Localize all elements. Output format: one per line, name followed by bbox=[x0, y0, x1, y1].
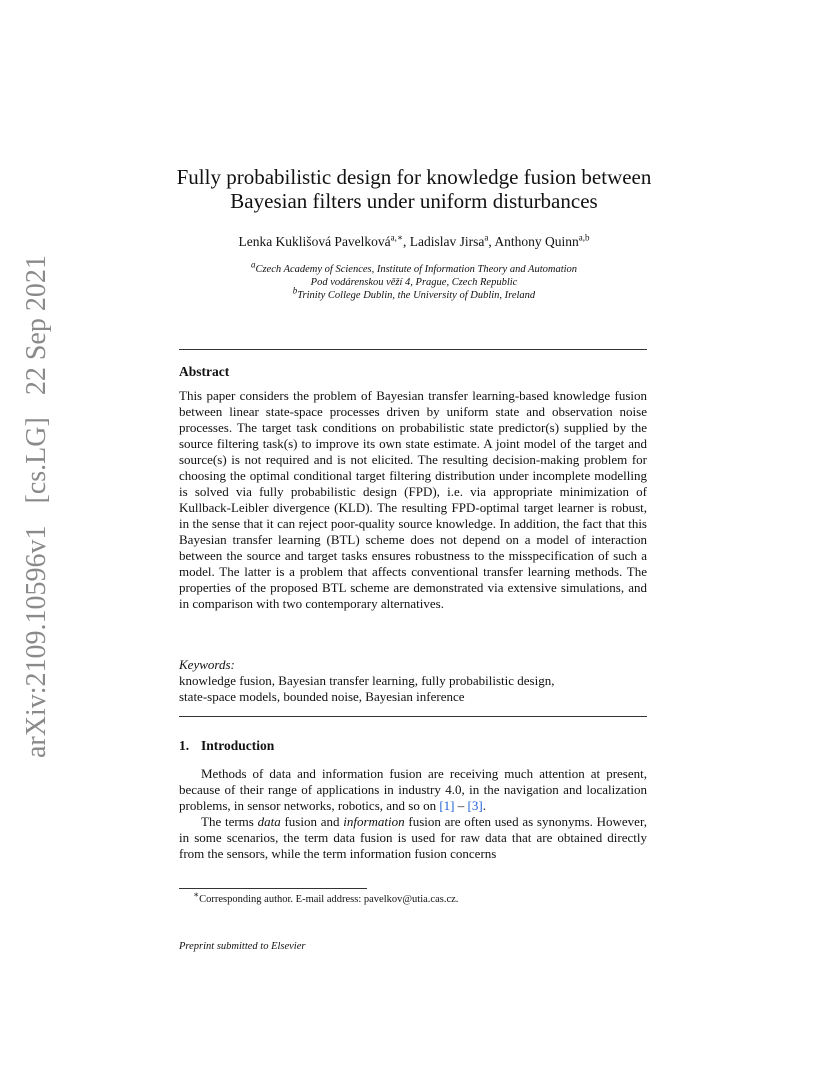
abstract-body: This paper considers the problem of Bayesian transfer learning-based knowledge fusion between linear state-space processes driven by uniform state and observation noise processes. The target task conditions on probabilistic state predictor(s) supplied by the source filtering task(s) to improve its own state estimate. A joint model of the target and source(s) is not required and is not elicited. The resulting decision-making problem for choosing the optimal conditional target filtering distribution under incomplete modelling is solved via fully probabilistic design (FPD), i.e. via appropriate minimization of Kullback-Leibler divergence (KLD). The resulting FPD-optimal target learner is robust, in the sense that it can reject poor-quality source knowledge. In addition, the fact that this Bayesian transfer learning (BTL) scheme does not depend on a model of interaction between the source and target tasks ensures robustness to the misspecification of such a model. The latter is a problem that affects conventional transfer learning methods. The properties of the proposed BTL scheme are demonstrated via extensive simulations, and in comparison with two contemporary alternatives. bbox=[179, 388, 647, 611]
author-list: Lenka Kuklišová Pavelková$^{a,∗}$, Ladislav Jirsa$^a$, Anthony Quinn$^{a,b}$ bbox=[238, 232, 590, 249]
paragraph-text: . bbox=[482, 798, 486, 813]
arxiv-category: [cs.LG] bbox=[21, 417, 52, 504]
keywords-label: Keywords: bbox=[179, 657, 235, 672]
keywords-line-2: state-space models, bounded noise, Bayesian inference bbox=[179, 689, 465, 704]
paragraph-text: The terms bbox=[201, 814, 258, 829]
paragraph-text: fusion are often used as synonyms. However, in some scenarios, the term data fusion is used for raw data that are obtained directly from the sensors, while the term information fusion concerns bbox=[179, 814, 647, 861]
citation-link[interactable]: [3] bbox=[467, 798, 483, 813]
author-name: Ladislav Jirsa bbox=[409, 234, 485, 249]
author-affiliation-marker: a bbox=[484, 232, 489, 243]
intro-paragraph-1 bbox=[179, 766, 647, 814]
citation-link[interactable]: [1] bbox=[439, 798, 455, 813]
paragraph-text: Methods of data and information fusion are receiving much attention at present, because of their range of applications in industry 4.0, in the navigation and localization problems, in sensor networks, robotics, and so on bbox=[179, 766, 647, 813]
author-name: Anthony Quinn bbox=[494, 234, 579, 249]
footnote-rule bbox=[179, 888, 367, 889]
paper-title bbox=[150, 165, 678, 213]
preprint-notice: Preprint submitted to Elsevier bbox=[179, 941, 306, 952]
affiliation-a-address: Pod vodárenskou věží 4, Prague, Czech Republic bbox=[310, 277, 518, 288]
footnote-marker: ∗ bbox=[193, 889, 200, 900]
paragraph-text: fusion and bbox=[280, 814, 344, 829]
affiliation-b bbox=[150, 285, 678, 302]
affiliations bbox=[150, 259, 678, 302]
section-title: Introduction bbox=[201, 738, 275, 753]
arxiv-date: 22 Sep 2021 bbox=[21, 255, 52, 396]
arxiv-identifier-sidebar bbox=[20, 255, 54, 758]
emphasis-text: data bbox=[257, 814, 281, 829]
abstract-heading: Abstract bbox=[179, 364, 230, 379]
author-affiliation-marker: a,b bbox=[578, 232, 590, 243]
author-name: Lenka Kuklišová Pavelková bbox=[238, 234, 391, 249]
footnote bbox=[179, 889, 647, 906]
affiliation-marker: b bbox=[292, 285, 298, 296]
section-number: 1. bbox=[179, 738, 190, 753]
keywords-list bbox=[179, 673, 647, 705]
author-affiliation-marker: a,∗ bbox=[390, 232, 404, 243]
section-heading-introduction bbox=[179, 738, 274, 754]
arxiv-id: arXiv:2109.10596v1 bbox=[21, 525, 52, 758]
footnote-text: Corresponding author. E-mail address: pavelkov@utia.cas.cz. bbox=[199, 894, 459, 905]
citation-range-dash: – bbox=[454, 798, 468, 813]
affiliation-text: Czech Academy of Sciences, Institute of Information Theory and Automation bbox=[255, 264, 578, 275]
abstract-bottom-rule bbox=[179, 716, 647, 717]
affiliation-a bbox=[150, 259, 678, 276]
introduction-body bbox=[179, 766, 647, 862]
title-line-1: Fully probabilistic design for knowledge fusion between bbox=[176, 165, 652, 189]
affiliation-marker: a bbox=[250, 259, 256, 270]
abstract-top-rule bbox=[179, 349, 647, 350]
title-line-2: Bayesian filters under uniform disturbances bbox=[230, 189, 598, 213]
affiliation-text: Trinity College Dublin, the University of Dublin, Ireland bbox=[297, 290, 536, 301]
keywords-line-1: knowledge fusion, Bayesian transfer learning, fully probabilistic design, bbox=[179, 673, 555, 688]
emphasis-text: information bbox=[343, 814, 405, 829]
intro-paragraph-2 bbox=[179, 814, 647, 862]
